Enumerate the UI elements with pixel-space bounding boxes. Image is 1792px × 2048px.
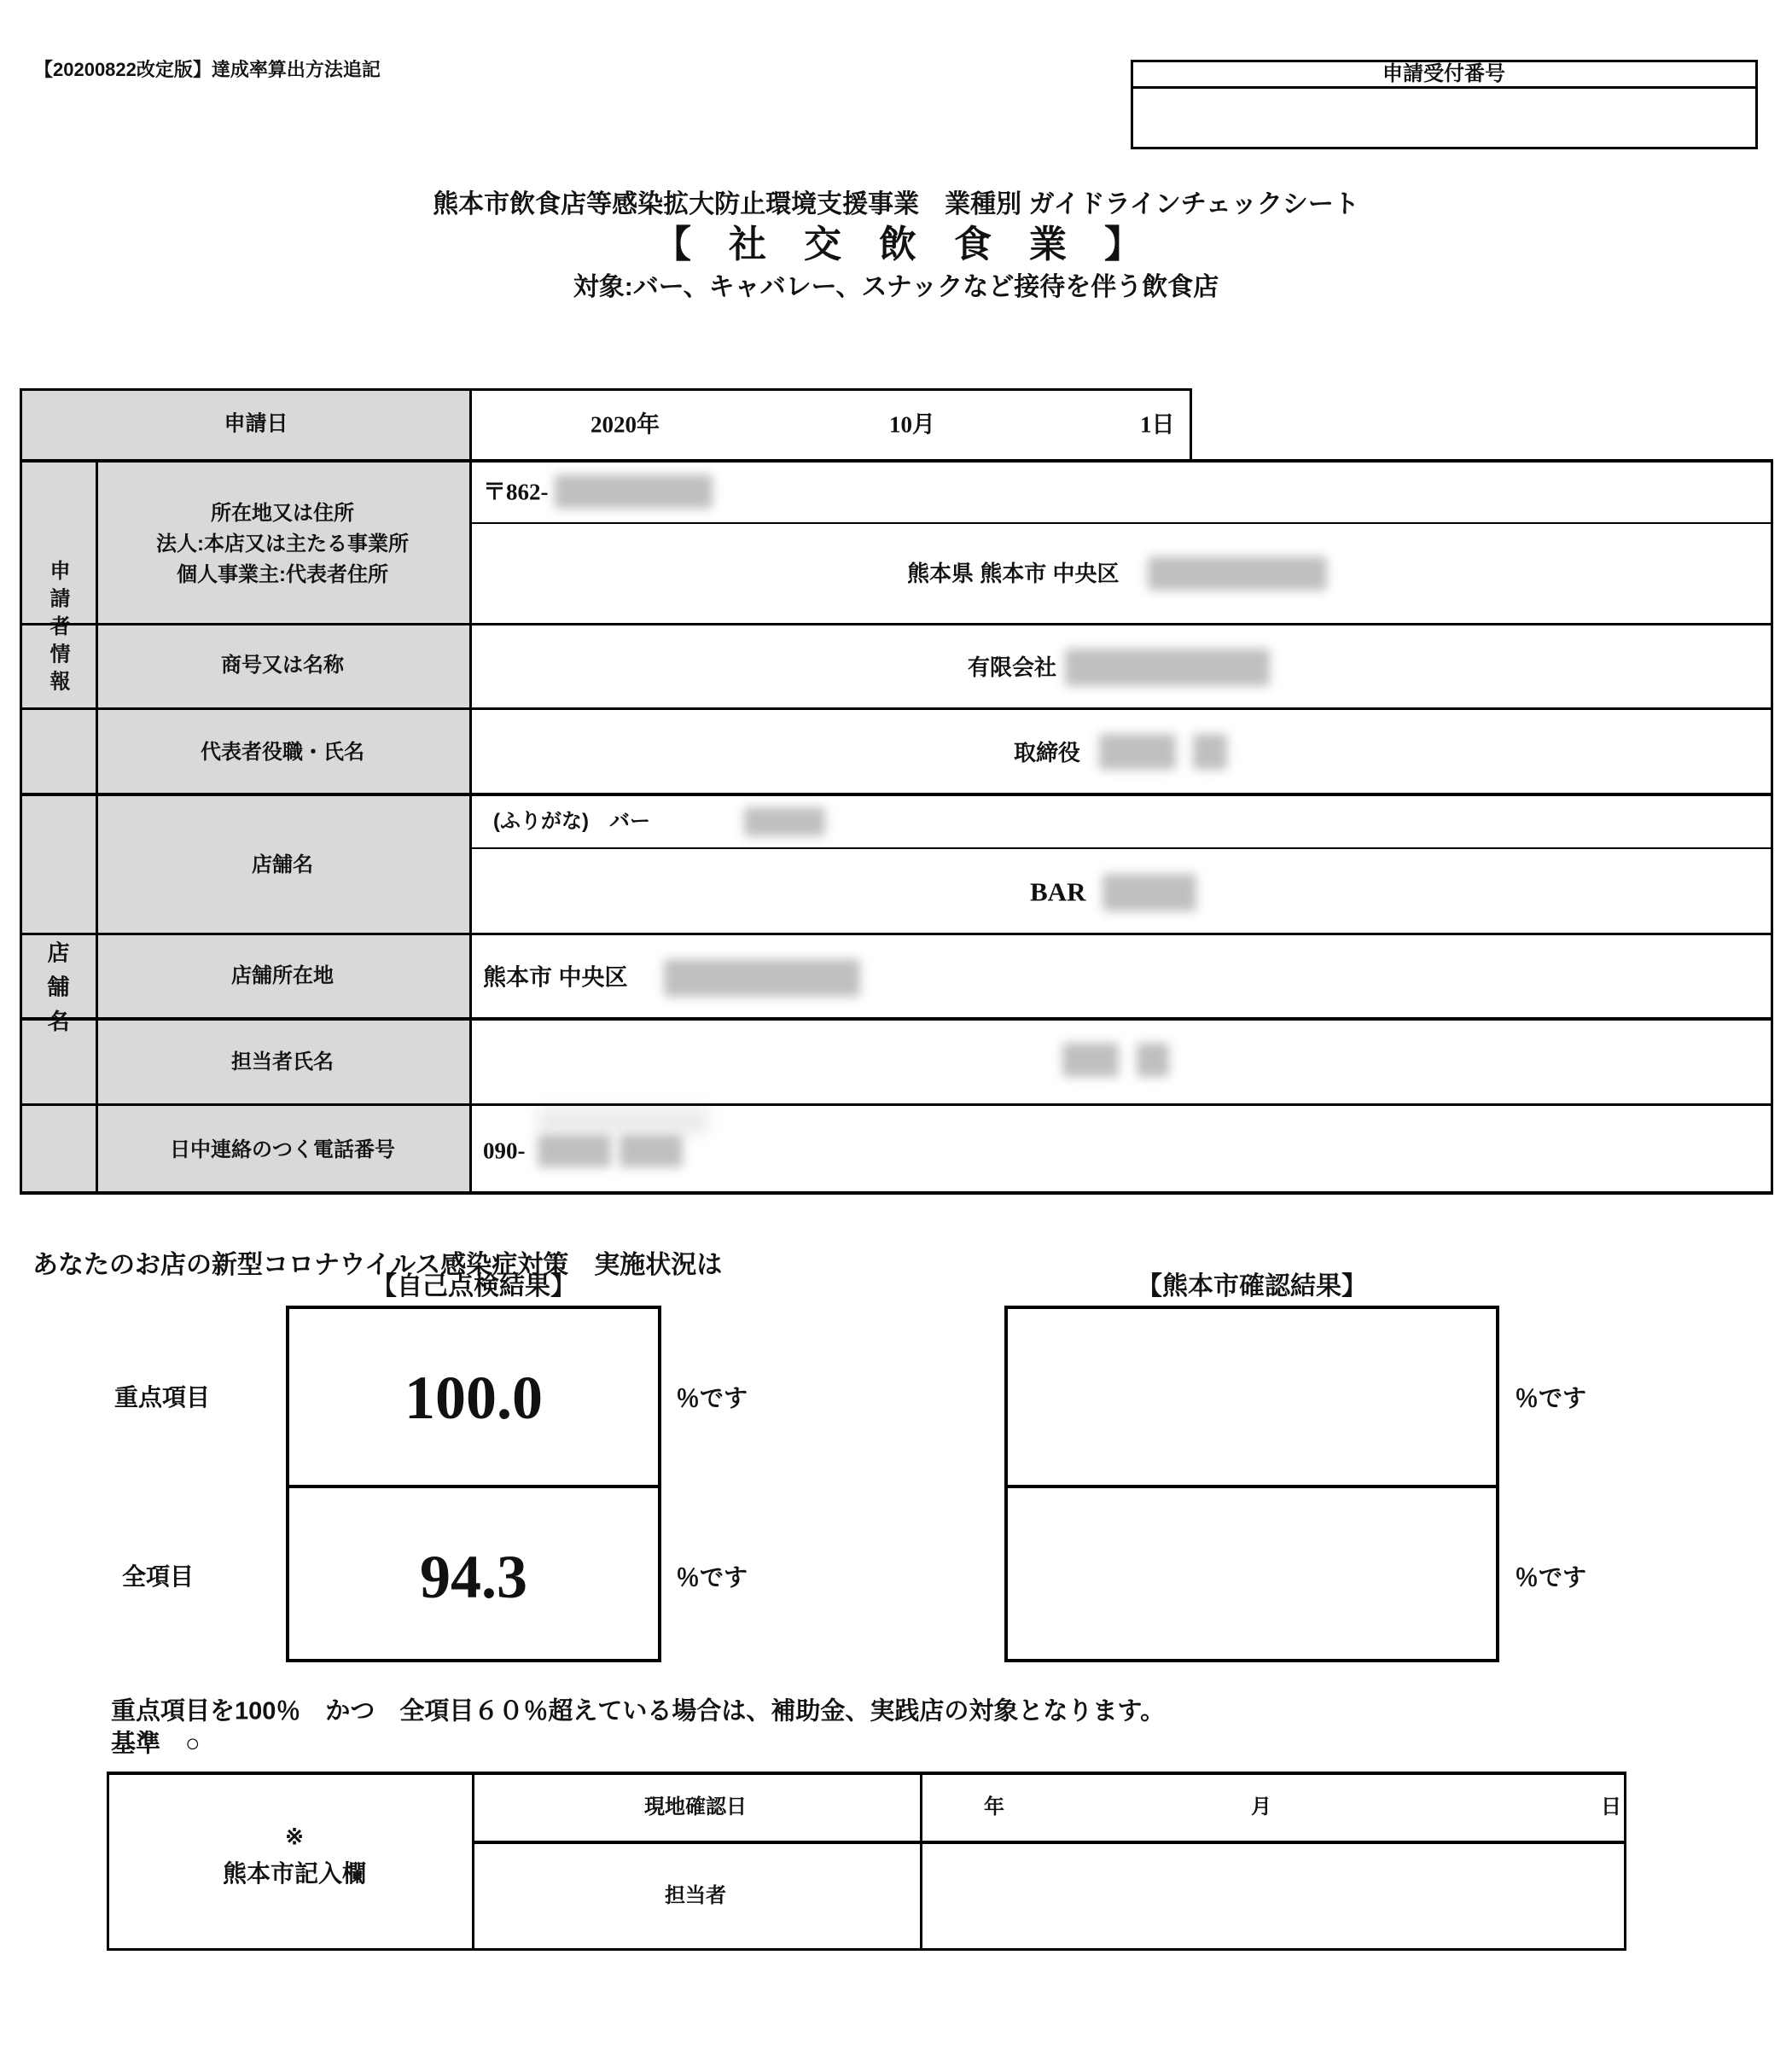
furigana-sub-border [472, 847, 1773, 849]
representative-name-redacted [1099, 734, 1176, 770]
application-date-label: 申請日 [224, 411, 288, 436]
staff-field [922, 1844, 1624, 1948]
all-items-label: 全項目 [121, 1563, 195, 1590]
shop-address-redacted [664, 959, 860, 997]
applicant-address-redacted [1148, 556, 1327, 591]
company-name-prefix: 有限会社 [968, 655, 1057, 680]
receipt-number-label: 申請受付番号 [1382, 62, 1505, 85]
application-date-year: 2020年 [591, 411, 660, 438]
contact-person-label: 担当者氏名 [231, 1050, 334, 1073]
shop-address-prefix: 熊本市 中央区 [483, 964, 628, 991]
business-type-title: 【 社 交 飲 食 業 】 [654, 224, 1142, 265]
shop-name-furigana-prefix: (ふりがな) バー [493, 810, 650, 833]
contact-person-redacted [1062, 1043, 1119, 1077]
percent-suffix: ％です [1515, 1564, 1587, 1591]
city-check-box [1004, 1306, 1499, 1662]
table-border-right [1771, 459, 1773, 1195]
postal-sub-border [472, 522, 1773, 524]
staff-label: 担当者 [665, 1884, 726, 1907]
applicant-address-prefix: 熊本県 熊本市 中央区 [907, 561, 1120, 586]
city-check-box-divider [1008, 1485, 1496, 1488]
city-table-column-border [472, 1772, 474, 1951]
row-border [20, 707, 1773, 710]
city-table-border-top [107, 1772, 1626, 1775]
city-table-border-right [1624, 1772, 1626, 1951]
site-check-year-label: 年 [984, 1795, 1004, 1818]
priority-items-value: 100.0 [404, 1364, 543, 1432]
row-border [20, 1017, 1773, 1021]
postal-code-redacted [555, 474, 713, 509]
phone-prefix: 090- [483, 1137, 526, 1164]
shop-group-label: 店舗名 [44, 940, 70, 1044]
site-check-date-label: 現地確認日 [644, 1795, 747, 1818]
row-border [20, 623, 1773, 625]
standard-mark-line: 基準 ○ [111, 1730, 201, 1758]
city-box-mark: ※ [285, 1824, 304, 1849]
phone-number-redacted [620, 1135, 683, 1167]
representative-prefix: 取締役 [1014, 740, 1081, 765]
row-border [20, 1103, 1773, 1106]
shop-name-redacted [1103, 874, 1196, 911]
application-date-day: 1日 [1140, 411, 1175, 438]
section-border [20, 793, 1773, 796]
site-check-day-label: 日 [1601, 1795, 1621, 1818]
results-intro: あなたのお店の新型コロナウイルス感染症対策 実施状況は [32, 1251, 723, 1279]
label-column-border [469, 388, 472, 1195]
percent-suffix: ％です [676, 1385, 748, 1411]
self-check-box-divider [289, 1485, 658, 1488]
percent-suffix: ％です [676, 1564, 748, 1591]
phone-number-ghost [538, 1108, 708, 1133]
date-cell-right-border [1190, 388, 1192, 462]
row-border [20, 459, 1773, 463]
applicant-group-label: 申請者情報 [46, 560, 69, 698]
revision-note: 【20200822改定版】達成率算出方法追記 [34, 59, 381, 80]
city-check-header: 【熊本市確認結果】 [1137, 1272, 1367, 1300]
shop-name-prefix: BAR [1030, 876, 1086, 907]
shop-address-label: 店舗所在地 [231, 964, 334, 987]
address-label-line1: 所在地又は住所 [211, 502, 354, 525]
city-table-border-bottom [107, 1948, 1626, 1951]
contact-person-redacted [1137, 1043, 1169, 1077]
row-border [20, 933, 1773, 935]
receipt-number-field [1135, 89, 1754, 147]
city-box-label: 熊本市記入欄 [222, 1860, 367, 1887]
address-label-line2: 法人:本店又は主たる事業所 [156, 532, 409, 556]
site-check-month-label: 月 [1251, 1795, 1271, 1818]
priority-items-label: 重点項目 [113, 1384, 211, 1411]
sheet-title: 熊本市飲食店等感染拡大防止環境支援事業 業種別 ガイドラインチェックシート [433, 190, 1359, 218]
group-column-border [96, 459, 98, 1195]
all-items-value: 94.3 [420, 1543, 527, 1611]
representative-name-redacted [1193, 734, 1227, 770]
representative-label: 代表者役職・氏名 [201, 741, 364, 764]
self-check-header: 【自己点検結果】 [371, 1272, 576, 1300]
address-label-line3: 個人事業主:代表者住所 [177, 563, 388, 586]
company-name-label: 商号又は名称 [221, 654, 344, 677]
criteria-text: 重点項目を100％ かつ 全項目６０％超えている場合は、補助金、実践店の対象となります。 [111, 1697, 1166, 1725]
phone-label: 日中連絡のつく電話番号 [170, 1138, 395, 1161]
city-table-border-left [107, 1772, 109, 1951]
company-name-redacted [1065, 649, 1270, 686]
percent-suffix: ％です [1515, 1385, 1587, 1411]
postal-code-prefix: 〒862- [483, 479, 549, 505]
table-border-left [20, 388, 22, 1195]
application-date-month: 10月 [889, 411, 935, 438]
table-border-bottom [20, 1191, 1773, 1195]
shop-name-label: 店舗名 [252, 853, 313, 876]
shop-furigana-redacted [744, 807, 825, 836]
target-subtitle: 対象:バー、キャバレー、スナックなど接待を伴う飲食店 [573, 273, 1219, 301]
table-border-top [20, 388, 1192, 391]
phone-number-redacted [538, 1135, 611, 1167]
